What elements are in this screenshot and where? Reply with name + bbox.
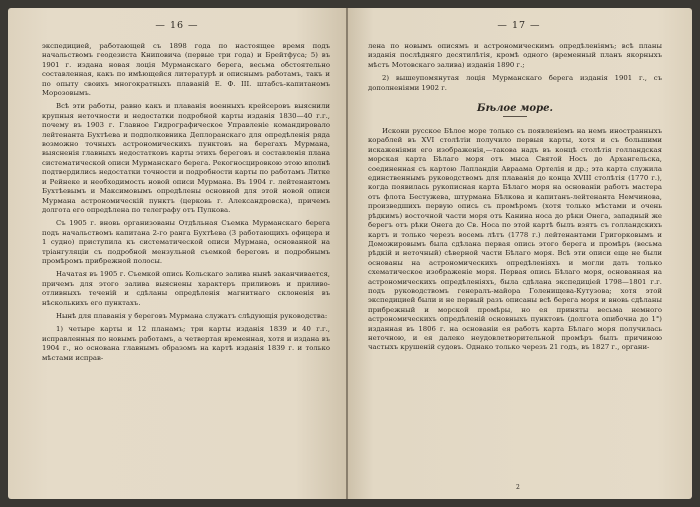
book-gutter: [346, 8, 348, 499]
paragraph: лена по новымъ описямъ и астрономическимъ опредѣленіямъ; всѣ планы изданія послѣдняго десятилѣтія, кромѣ одного (временный планъ якорныхъ мѣстъ Мотовскаго залива) изданія 1890 г.;: [368, 42, 662, 69]
book-spread: [8, 8, 692, 499]
page-number: — 17 —: [497, 20, 541, 31]
left-page-text: [42, 42, 330, 363]
page-number: — 16 —: [155, 20, 199, 31]
signature-mark: 2: [516, 484, 520, 491]
paragraph: 2) вышеупомянутая лоція Мурманскаго берега изданія 1901 г., съ дополненіями 1902 г.: [368, 74, 662, 92]
paragraph: Нынѣ для плаванія у береговъ Мурмана служатъ слѣдующія руководства:: [56, 311, 328, 320]
paragraph: Всѣ эти работы, равно какъ и плаванія военныхъ крейсеровъ выяснили крупныя неточности и недостатки подробной карты изданія 1830—40 г.г., почему въ 1903 г. Главное Гидрографическое Управленіе командировало лейтенанта Бухтѣева и подполковника Деплоранскаго для опредѣленія ряда возможно точныхъ астрономическихъ пунктовъ на берегахъ Мурмана, выясненія главныхъ недостатковъ карты этихъ береговъ и составленія плана систематической описи Мурманскаго берега. Рекогносцировкою этою вполнѣ подтвердились недостатки точности и подробности карты по работамъ Литке и Рейнеке и необходимость новой описи Мурмана. Въ 1904 г. лейтенантомъ Бухтѣевымъ и Максимовымъ опредѣлены основной для этой новой описи Мурмана астрономическій пунктъ (церковь г. Александровска), причемъ долгота его опредѣлена по телеграфу отъ Пулкова.: [42, 102, 330, 214]
heading-rule: [503, 116, 527, 117]
paragraph: экспедицией, работающей съ 1898 года по настоящее время подъ начальствомъ геодезиста Книповича (первые три года) и Брейтфуса; 5) въ 1901 г. издана новая лоція Мурманскаго берега, весьма обстоятельно составленная, какъ по имѣющейся литературѣ и описнымъ работамъ, такъ и по опыту своихъ многократныхъ плаваній Е. Ф. III. штабсъ-капитаномъ Морозовымъ.: [42, 42, 330, 98]
paragraph: Искони русское Бѣлое море только съ появленіемъ на немъ иностранныхъ кораблей въ XVI столѣтіи получило первыя карты, хотя и съ большими искаженіями его изображенія,—такова надъ въ концѣ столѣтія голландская морская карта Бѣлаго моря отъ мыса Святой Носъ до Архангельска, соединенная съ картою Лапландіи Авраама Ортелія и др.; эта карта служила единственнымъ руководствомъ для плаванія до конца XVIII столѣтія (1770 г.), когда появилась рукописная карта Бѣлаго моря на основаніи работъ мастера отъ флота Бестужева, штурмана Бѣлкова и капитанъ-лейтенанта Немчинова, произведшихъ первую опись съ промѣромъ (хотя только мѣстами и очень рѣдкимъ) восточной части моря отъ Канина носа до рѣки Онега, западный же берегъ отъ рѣки Онега до Св. Носа по этой картѣ былъ взятъ съ голландскихъ картъ и только черезъ восемь лѣтъ (1778 г.) лейтенантами Григорковымъ и Доможировымъ была сдѣлана первая опись этого берега и промѣръ (весьма рѣдкій и неточный) сѣверной части Бѣлаго моря. Всѣ эти описи еще не были основаны на астрономическихъ опредѣленіяхъ и могли дать только схематическое изображеніе моря. Первая опись Бѣлаго моря, основанная на астрономическихъ опредѣленіяхъ, была сдѣлана экспедиціей 1798—1801 г.г. подъ руководствомъ генералъ-майора Голенищева-Кутузова; хотя этой экспедицией были и не первый разъ описаны всѣ берега моря и вновь сдѣланы прибрежный и морской промѣры, но ея приняты весьма немного астрономическихъ опредѣленій основныхъ пунктовъ (долгота опибочна до 1°) изданная въ 1806 г. на основаніи ея работъ карта Бѣлаго моря получилась неточною, и ея далеко неудовлетворительной промѣръ былъ причиною частыхъ крушеній судовъ. Однако только черезъ 21 годъ, въ 1827 г., органи-: [368, 127, 662, 352]
paragraph: 1) четыре карты и 12 планамъ; три карты изданія 1839 и 40 г.г., исправленныя по новымъ работамъ, а четвертая временная, хотя и издана въ 1904 г., но основана главнымъ образомъ на картѣ изданія 1839 г. и только мѣстами исправ-: [42, 325, 330, 362]
right-page-text: [368, 42, 662, 353]
left-page: [8, 8, 346, 499]
section-heading: Бѣлое море.: [477, 103, 553, 115]
paragraph: Начатая въ 1905 г. Съемкой опись Кольскаго залива нынѣ заканчивается, причемъ для этого залива выяснены характеръ приливовъ и приливо-отливныхъ теченій и сдѣланы опредѣленія магнитнаго склоненія въ нѣсколькихъ его пунктахъ.: [42, 270, 330, 307]
paragraph: Съ 1905 г. вновь организованы Отдѣльная Съемка Мурманскаго берега подъ начальствомъ капитана 2-го ранга Бухтѣева (3 работающихъ офицера и 1 судно) приступила къ систематической описи Мурмана, основанной на тріангуляціи съ подробной мензульной съемкой береговъ и подробнымъ промѣромъ прибрежной полосы.: [42, 219, 330, 265]
right-page: [346, 8, 692, 499]
